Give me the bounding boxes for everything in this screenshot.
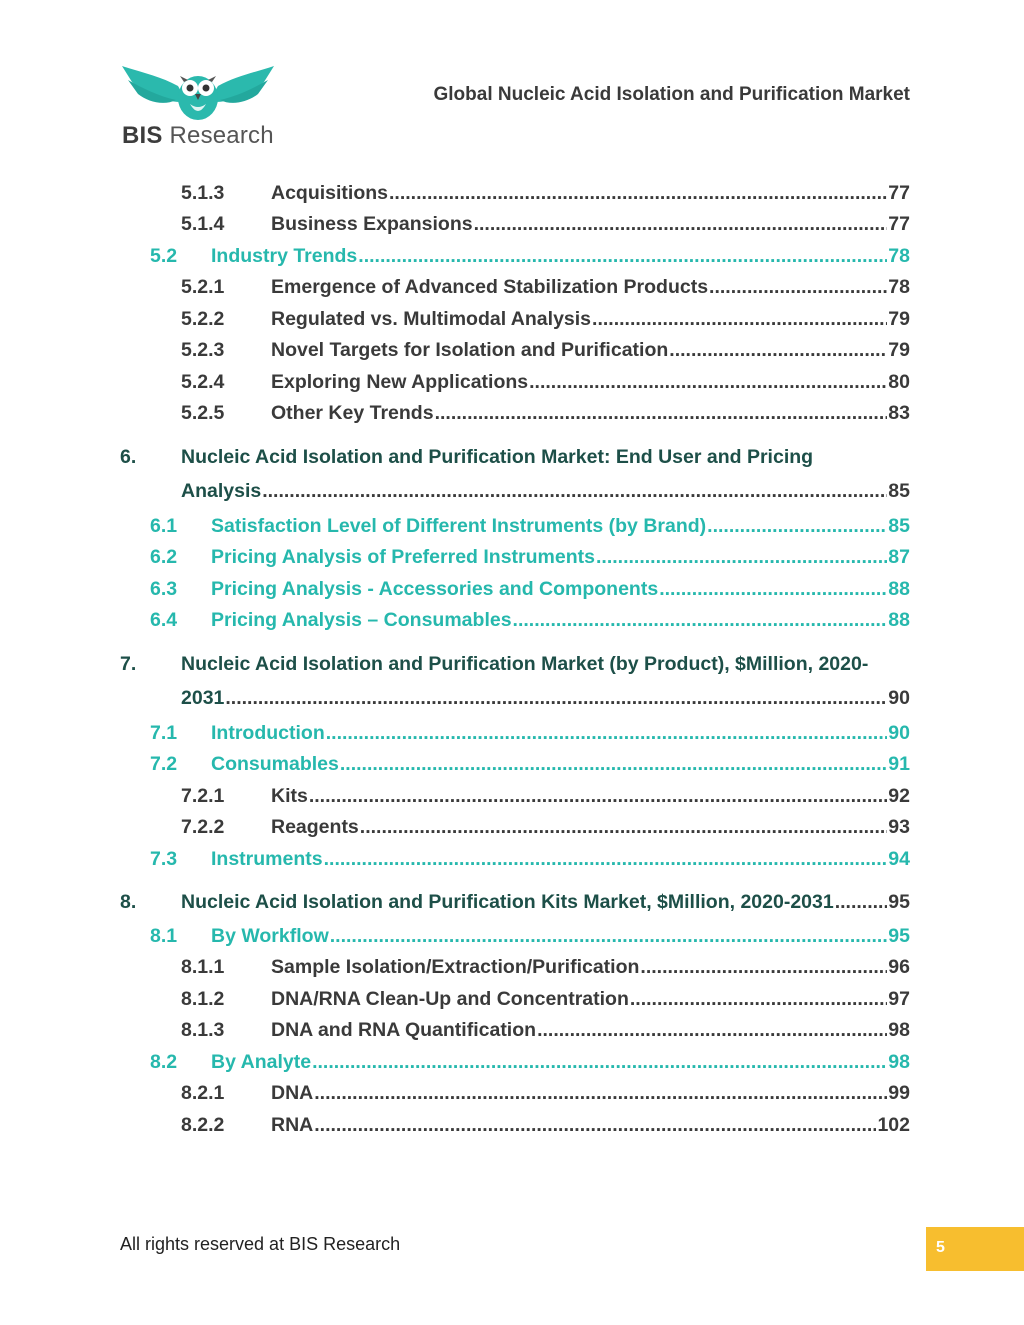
toc-entry-number: 8.1.2 [181, 988, 225, 1010]
toc-entry[interactable] [150, 578, 910, 601]
toc-entry-number: 8.2.1 [181, 1082, 225, 1104]
toc-entry[interactable] [181, 816, 910, 839]
toc-entry[interactable] [181, 1114, 910, 1137]
toc-dot-leader [537, 1019, 887, 1042]
toc-entry-number: 5.2.1 [181, 276, 225, 298]
toc-entry-number: 7.2.2 [181, 816, 225, 838]
toc-dot-leader [596, 546, 887, 569]
toc-entry[interactable] [150, 515, 910, 538]
toc-dot-leader [640, 956, 887, 979]
toc-entry[interactable] [150, 1051, 910, 1074]
toc-entry-number: 8.1.1 [181, 956, 225, 978]
toc-entry-page: 102 [877, 1114, 910, 1136]
toc-entry-number: 8.1.3 [181, 1019, 225, 1041]
toc-dot-leader [435, 402, 888, 425]
toc-entry-title: Business Expansions [271, 213, 473, 235]
toc-entry-title: Emergence of Advanced Stabilization Products [271, 276, 709, 298]
toc-entry-title: Pricing Analysis – Consumables [211, 609, 512, 631]
toc-dot-leader [669, 339, 887, 362]
bis-research-logo [120, 62, 276, 152]
toc-entry-page: 96 [888, 956, 910, 978]
toc-entry-number: 6.3 [150, 578, 178, 600]
toc-entry-title: Reagents [271, 816, 359, 838]
toc-entry-page: 85 [888, 515, 910, 537]
toc-dot-leader [529, 371, 887, 394]
toc-entry-page: 87 [888, 546, 910, 568]
toc-entry-title: Nucleic Acid Isolation and Purification Kits Market, $Million, 2020-2031 [181, 891, 834, 913]
toc-entry[interactable] [120, 653, 910, 676]
toc-entry-page: 88 [888, 609, 910, 631]
toc-dot-leader [358, 245, 887, 268]
toc-entry[interactable] [181, 956, 910, 979]
toc-entry-number: 7.2.1 [181, 785, 225, 807]
toc-entry-page: 77 [888, 182, 910, 204]
toc-dot-leader [309, 785, 887, 808]
toc-entry-number: 5.1.4 [181, 213, 225, 235]
toc-entry-page: 95 [888, 925, 910, 947]
toc-dot-leader [326, 722, 888, 745]
toc-dot-leader [360, 816, 888, 839]
toc-entry-page: 83 [888, 402, 910, 424]
toc-entry-page: 79 [888, 339, 910, 361]
toc-entry-number: 7.3 [150, 848, 178, 870]
toc-entry-number: 7.1 [150, 722, 178, 744]
toc-entry-number: 8. [120, 891, 137, 913]
toc-entry[interactable] [181, 213, 910, 236]
toc-dot-leader [707, 515, 887, 538]
toc-entry-page: 95 [888, 891, 910, 913]
toc-entry-number: 5.2.4 [181, 371, 225, 393]
toc-entry[interactable] [181, 339, 910, 362]
toc-entry-number: 6.4 [150, 609, 178, 631]
toc-entry[interactable] [181, 785, 910, 808]
toc-dot-leader [474, 213, 888, 236]
toc-dot-leader [330, 925, 888, 948]
toc-entry-title: Pricing Analysis - Accessories and Components [211, 578, 659, 600]
toc-entry-title: Pricing Analysis of Preferred Instruments [211, 546, 595, 568]
toc-entry[interactable] [181, 1082, 910, 1105]
toc-entry-continuation[interactable] [181, 480, 910, 503]
toc-entry-title-continued: Analysis [181, 480, 262, 502]
toc-dot-leader [389, 182, 887, 205]
toc-entry-number: 5.2.3 [181, 339, 225, 361]
toc-entry-title: Consumables [211, 753, 339, 775]
toc-entry[interactable] [181, 308, 910, 331]
toc-entry-title: Introduction [211, 722, 325, 744]
toc-dot-leader [225, 687, 887, 710]
toc-entry[interactable] [181, 371, 910, 394]
toc-entry[interactable] [181, 402, 910, 425]
toc-dot-leader [630, 988, 887, 1011]
toc-entry-title: Nucleic Acid Isolation and Purification Market (by Product), $Million, 2020- [181, 653, 869, 675]
toc-entry-title: Other Key Trends [271, 402, 434, 424]
page-number: 5 [936, 1239, 945, 1256]
toc-dot-leader [659, 578, 887, 601]
toc-entry-number: 6.2 [150, 546, 178, 568]
toc-entry[interactable] [150, 546, 910, 569]
page-number-badge [926, 1227, 1024, 1271]
toc-entry-number: 5.2.2 [181, 308, 225, 330]
toc-entry-page: 94 [888, 848, 910, 870]
toc-entry-title: DNA [271, 1082, 314, 1104]
toc-entry-title: By Workflow [211, 925, 329, 947]
toc-entry-number: 5.2.5 [181, 402, 225, 424]
toc-entry-page: 78 [888, 276, 910, 298]
toc-entry[interactable] [150, 753, 910, 776]
toc-dot-leader [314, 1082, 887, 1105]
toc-entry-number: 8.2 [150, 1051, 178, 1073]
toc-entry-page: 77 [888, 213, 910, 235]
toc-dot-leader [835, 891, 888, 914]
toc-entry-page: 90 [888, 687, 910, 709]
toc-entry-page: 91 [888, 753, 910, 775]
toc-entry-title: Sample Isolation/Extraction/Purification [271, 956, 640, 978]
toc-entry-number: 8.2.2 [181, 1114, 225, 1136]
toc-entry[interactable] [181, 276, 910, 299]
toc-entry[interactable] [150, 609, 910, 632]
toc-entry-title: Kits [271, 785, 308, 807]
toc-entry-title: Satisfaction Level of Different Instruments (by Brand) [211, 515, 707, 537]
toc-entry-page: 78 [888, 245, 910, 267]
toc-entry-number: 6.1 [150, 515, 178, 537]
toc-entry-number: 7.2 [150, 753, 178, 775]
toc-entry[interactable] [150, 848, 910, 871]
toc-entry-title: RNA [271, 1114, 314, 1136]
toc-entry-title: DNA/RNA Clean-Up and Concentration [271, 988, 629, 1010]
toc-entry-title-continued: 2031 [181, 687, 225, 709]
toc-dot-leader [312, 1051, 887, 1074]
toc-entry-page: 79 [888, 308, 910, 330]
toc-entry-page: 85 [888, 480, 910, 502]
logo-text-light: Research [169, 122, 274, 149]
toc-entry-continuation[interactable] [181, 687, 910, 710]
toc-entry-number: 8.1 [150, 925, 178, 947]
toc-entry-page: 98 [888, 1019, 910, 1041]
toc-entry[interactable] [150, 245, 910, 268]
toc-entry-page: 97 [888, 988, 910, 1010]
toc-entry-title: Exploring New Applications [271, 371, 529, 393]
toc-dot-leader [324, 848, 888, 871]
toc-entry-page: 90 [888, 722, 910, 744]
toc-entry-title: Instruments [211, 848, 323, 870]
toc-entry-number: 6. [120, 446, 137, 468]
document-title: Global Nucleic Acid Isolation and Purification Market [433, 84, 910, 105]
toc-dot-leader [340, 753, 887, 776]
toc-entry-title: Industry Trends [211, 245, 358, 267]
toc-dot-leader [314, 1114, 876, 1137]
toc-entry-page: 93 [888, 816, 910, 838]
toc-entry[interactable] [181, 182, 910, 205]
toc-entry[interactable] [120, 446, 910, 469]
toc-entry-page: 92 [888, 785, 910, 807]
toc-entry-title: Regulated vs. Multimodal Analysis [271, 308, 592, 330]
toc-entry[interactable] [181, 988, 910, 1011]
toc-entry-number: 5.2 [150, 245, 178, 267]
toc-entry[interactable] [120, 891, 910, 914]
toc-entry-page: 80 [888, 371, 910, 393]
toc-dot-leader [592, 308, 887, 331]
toc-entry-title: By Analyte [211, 1051, 312, 1073]
toc-entry-title: Nucleic Acid Isolation and Purification Market: End User and Pricing [181, 446, 814, 468]
toc-entry-number: 7. [120, 653, 137, 675]
toc-entry-title: DNA and RNA Quantification [271, 1019, 537, 1041]
toc-dot-leader [513, 609, 888, 632]
toc-entry[interactable] [181, 1019, 910, 1042]
toc-entry-number: 5.1.3 [181, 182, 225, 204]
toc-entry[interactable] [150, 722, 910, 745]
toc-dot-leader [709, 276, 887, 299]
toc-dot-leader [262, 480, 887, 503]
toc-entry-page: 99 [888, 1082, 910, 1104]
footer-rights-text: All rights reserved at BIS Research [120, 1234, 401, 1254]
logo-text-bold: BIS [122, 122, 163, 149]
toc-entry-page: 88 [888, 578, 910, 600]
toc-entry-title: Novel Targets for Isolation and Purification [271, 339, 669, 361]
owl-icon [120, 62, 276, 122]
toc-entry[interactable] [150, 925, 910, 948]
toc-entry-page: 98 [888, 1051, 910, 1073]
toc-entry-title: Acquisitions [271, 182, 389, 204]
